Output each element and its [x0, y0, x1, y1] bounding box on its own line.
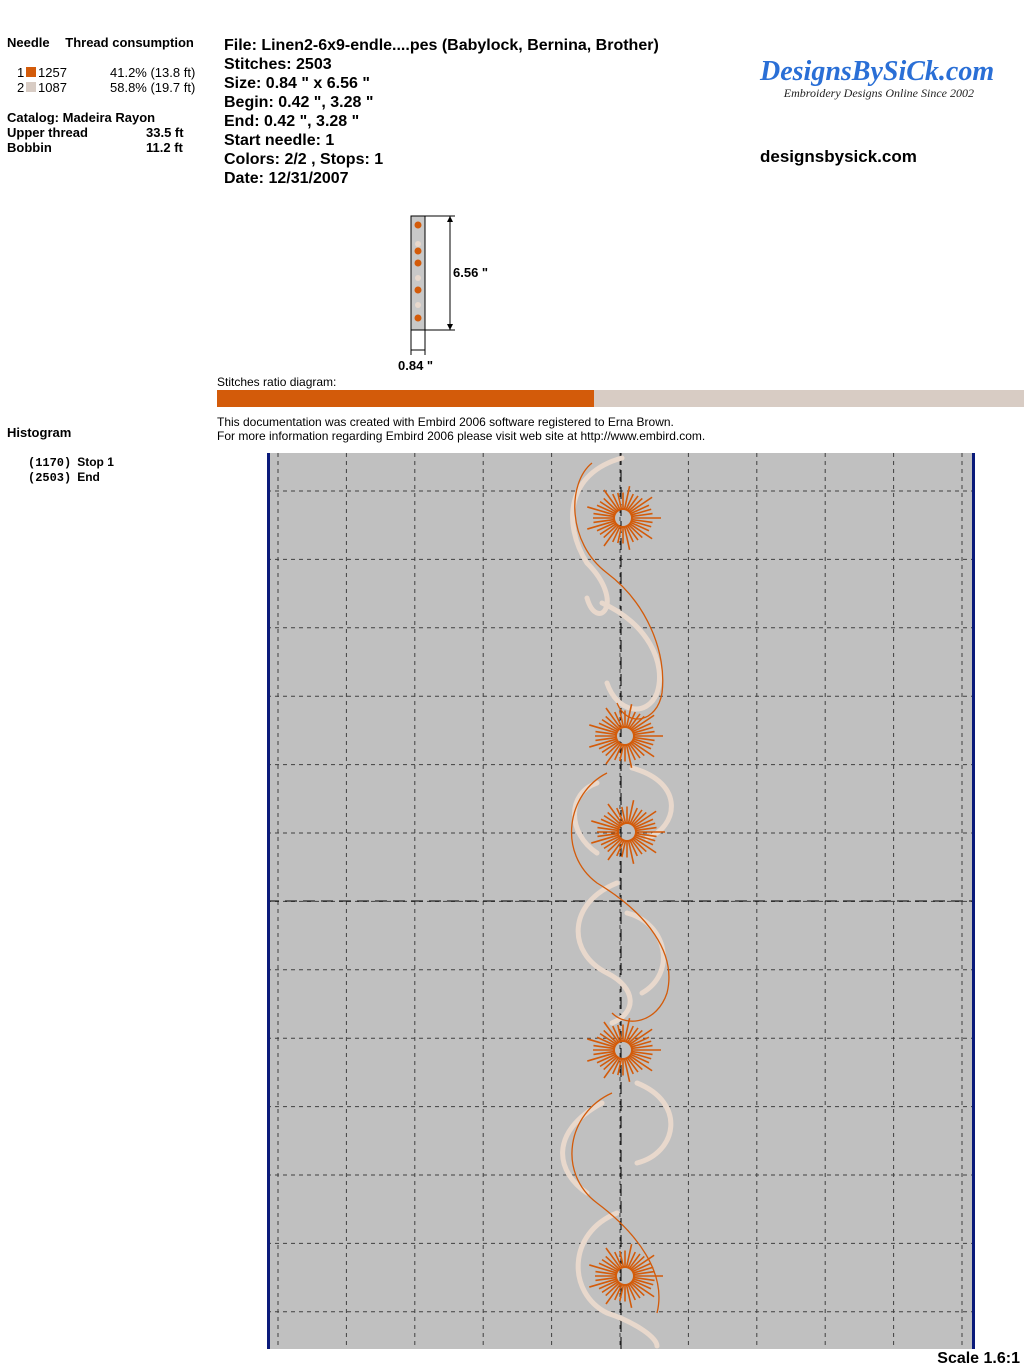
begin-line: Begin: 0.42 ", 3.28 " — [224, 94, 374, 111]
design-info — [224, 36, 659, 188]
ratio-label: Stitches ratio diagram: — [217, 375, 337, 389]
note-line-1: This documentation was created with Embird 2006 software registered to Erna Brown. — [217, 415, 674, 429]
site-url: designsbysick.com — [760, 147, 917, 166]
bobbin-value: 11.2 ft — [146, 140, 183, 155]
needle-number: 2 — [17, 79, 25, 95]
logo-subtitle: Embroidery Designs Online Since 2002 — [783, 86, 974, 100]
stitches-line: Stitches: 2503 — [224, 56, 332, 73]
needle-header: Needle — [7, 35, 50, 50]
scale-label: Scale 1.6:1 — [937, 1350, 1020, 1367]
end-line: End: 0.42 ", 3.28 " — [224, 113, 360, 130]
thread-table-header — [7, 35, 206, 50]
design-thumbnail — [400, 210, 510, 380]
date-line: Date: 12/31/2007 — [224, 170, 349, 187]
width-label: 0.84 " — [398, 358, 434, 373]
histogram-count: (1170) — [28, 456, 72, 470]
needle-number: 1 — [17, 64, 25, 80]
histogram-label: Stop 1 — [77, 455, 114, 469]
thread-color-swatch — [26, 82, 36, 92]
colors-stops-line: Colors: 2/2 , Stops: 1 — [224, 151, 384, 168]
thread-row-1 — [17, 64, 195, 80]
frame-right-bar — [972, 453, 975, 1349]
thread-code: 1257 — [38, 64, 67, 80]
size-line: Size: 0.84 " x 6.56 " — [224, 75, 370, 92]
frame-left-bar — [267, 453, 270, 1349]
note-line-2: For more information regarding Embird 2006 please visit web site at http://www.embird.com. — [217, 429, 706, 443]
histogram-label: End — [77, 470, 100, 484]
histogram-row — [28, 470, 100, 485]
thread-code: 1087 — [38, 79, 67, 95]
thumbnail-frame — [411, 216, 425, 330]
upper-thread-label: Upper thread — [7, 125, 88, 140]
histogram-title: Histogram — [7, 425, 72, 440]
thread-percent: 58.8% (19.7 ft) — [110, 79, 196, 95]
upper-thread-value: 33.5 ft — [146, 125, 184, 140]
thread-color-swatch — [26, 67, 36, 77]
height-label: 6.56 " — [453, 265, 489, 280]
logo-title: DesignsBySiCk.com — [760, 56, 995, 87]
documentation-note — [217, 415, 705, 443]
thread-row-2 — [17, 79, 195, 95]
catalog-label: Catalog: Madeira Rayon — [7, 110, 156, 125]
histogram-count: (2503) — [28, 471, 72, 485]
histogram-row — [28, 455, 114, 470]
thread-percent: 41.2% (13.8 ft) — [110, 64, 196, 80]
bobbin-label: Bobbin — [7, 140, 52, 155]
ratio-segment-2 — [594, 390, 1024, 407]
ratio-bar — [217, 390, 1024, 407]
logo — [760, 56, 995, 104]
start-needle-line: Start needle: 1 — [224, 132, 335, 149]
file-line: File: Linen2-6x9-endle....pes (Babylock, Bernina, Brother) — [224, 37, 659, 54]
ratio-segment-1 — [217, 390, 594, 407]
thread-consumption-header: Thread consumption — [65, 35, 194, 50]
embroidery-preview — [267, 453, 975, 1349]
